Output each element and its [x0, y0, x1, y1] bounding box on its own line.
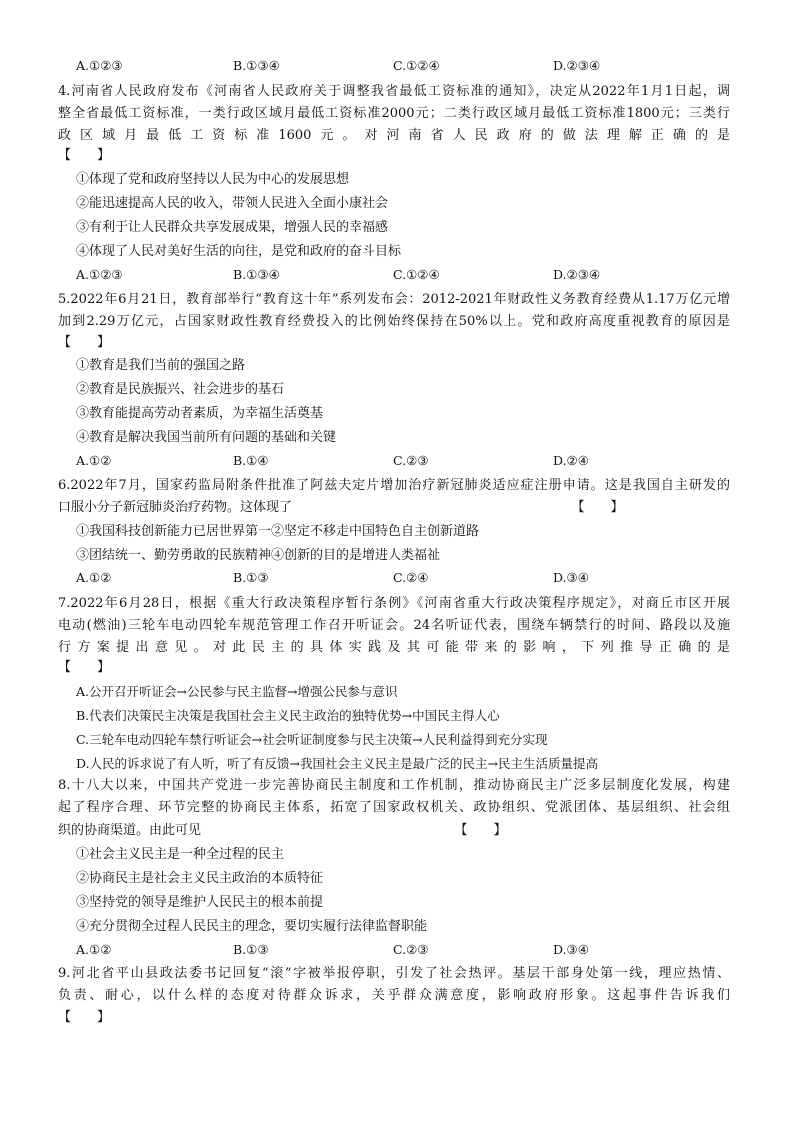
q5-option-d: D.②④: [553, 453, 589, 468]
q8-stem-line-1: 8.十八大以来，中国共产党进一步完善协商民主制度和工作机制，推动协商民主广泛多层制度化发展，构建: [58, 778, 730, 793]
q9-stem-line-2: 负责、耐心，以什么样的态度对待群众诉求，关乎群众满意度，影响政府形象。这起事件告诉我们: [58, 988, 730, 1003]
q6-option-c: C.②④: [393, 570, 429, 585]
q8-option-d: D.③④: [553, 942, 589, 957]
q7-stem-line-2: 电动(燃油)三轮车电动四轮车规范管理工作召开听证会。24名听证代表，围绕车辆禁行的时间、路段以及施: [58, 618, 730, 633]
q7-option-a: A.公开召开听证会→公民参与民主监督→增强公民参与意识: [76, 684, 398, 699]
q5-item-1: ①教育是我们当前的强国之路: [76, 358, 246, 373]
q6-stem-line-1: 6.2022年7月，国家药监局附条件批准了阿兹夫定片增加治疗新冠肺炎适应症注册申请。这是我国自主研发的: [58, 478, 730, 493]
q3-option-b: B.①③④: [233, 58, 280, 73]
q6-item-1: ①我国科技创新能力已居世界第一②坚定不移走中国特色自主创新道路: [76, 524, 480, 539]
q4-option-b: B.①③④: [233, 267, 280, 282]
q6-option-a: A.①②: [76, 570, 112, 585]
q4-option-d: D.②③④: [553, 267, 601, 282]
q8-option-a: A.①②: [76, 942, 112, 957]
q7-answer-bracket: 【 】: [58, 660, 111, 675]
q5-stem-line-1: 5.2022年6月21日，教育部举行“教育这十年”系列发布会：2012-2021年财政性义务教育经费从1.17万亿元增: [58, 292, 730, 307]
q4-item-3: ③有利于让人民群众共享发展成果，增强人民的幸福感: [76, 220, 389, 235]
q8-item-2: ②协商民主是社会主义民主政治的本质特征: [76, 871, 324, 886]
q6-options: [0, 568, 793, 588]
q5-stem-line-2: 加到2.29万亿元，占国家财政性教育经费投入的比例始终保持在50%以上。党和政府高度重视教育的原因是: [58, 314, 730, 329]
q3-option-c: C.①②④: [393, 58, 440, 73]
q8-option-c: C.②③: [393, 942, 429, 957]
q6-option-b: B.①③: [233, 570, 269, 585]
q7-option-b: B.代表们决策民主决策是我国社会主义民主政治的独特优势→中国民主得人心: [76, 708, 500, 723]
q4-answer-bracket: 【 】: [58, 148, 111, 163]
q8-item-1: ①社会主义民主是一种全过程的民主: [76, 847, 285, 862]
q6-item-2: ③团结统一、勤劳勇敢的民族精神④创新的目的是增进人类福祉: [76, 548, 441, 563]
q8-item-3: ③坚持党的领导是维护人民民主的根本前提: [76, 895, 324, 910]
q4-stem-line-2: 整全省最低工资标准，一类行政区域月最低工资标准2000元；二类行政区域月最低工资标准1800元；三类行: [58, 106, 730, 121]
q8-options: [0, 940, 793, 960]
q5-option-b: B.①④: [233, 453, 269, 468]
q4-item-1: ①体现了党和政府坚持以人民为中心的发展思想: [76, 172, 350, 187]
q3-option-a: A.①②③: [76, 58, 123, 73]
q5-item-2: ②教育是民族振兴、社会进步的基石: [76, 382, 285, 397]
q7-stem-line-1: 7.2022年6月28日，根据《重大行政决策程序暂行条例》《河南省重大行政决策程序规定》，对商丘市区开展: [58, 596, 730, 611]
q4-item-2: ②能迅速提高人民的收入，带领人民进入全面小康社会: [76, 196, 389, 211]
q5-item-4: ④教育是解决我国当前所有问题的基础和关键: [76, 430, 337, 445]
q3-options: [0, 56, 793, 76]
q5-options: [0, 451, 793, 471]
q4-option-a: A.①②③: [76, 267, 123, 282]
q4-stem-line-3: 政区域月最低工资标准1600元。对河南省人民政府的做法理解正确的是: [58, 128, 730, 143]
q8-stem-line-2: 起了程序合理、环节完整的协商民主体系，拓宽了国家政权机关、政协组织、党派团体、基层组织、社会组: [58, 800, 730, 815]
q3-option-d: D.②③④: [553, 58, 601, 73]
q5-answer-bracket: 【 】: [58, 335, 111, 350]
q8-item-4: ④充分贯彻全过程人民民主的理念，要切实履行法律监督职能: [76, 919, 428, 934]
q8-stem-line-3: 织的协商渠道。由此可见 【 】: [58, 823, 507, 838]
q7-stem-line-3: 行方案提出意见。对此民主的具体实践及其可能带来的影响，下列推导正确的是: [58, 640, 730, 655]
q7-option-d: D.人民的诉求说了有人听，听了有反馈→我国社会主义民主是最广泛的民主→民主生活质量提高: [76, 756, 598, 771]
q9-stem-line-1: 9.河北省平山县政法委书记回复“滚”字被举报停职，引发了社会热评。基层干部身处第一线，理应热情、: [58, 966, 730, 981]
q5-option-c: C.②③: [393, 453, 429, 468]
q5-item-3: ③教育能提高劳动者素质，为幸福生活奠基: [76, 406, 324, 421]
q4-options: [0, 265, 793, 285]
q4-item-4: ④体现了人民对美好生活的向往，是党和政府的奋斗目标: [76, 244, 402, 259]
q4-stem-line-1: 4.河南省人民政府发布《河南省人民政府关于调整我省最低工资标准的通知》，决定从2022年1月1日起，调: [58, 84, 730, 99]
q8-option-b: B.①③: [233, 942, 269, 957]
q6-option-d: D.③④: [553, 570, 589, 585]
q6-stem-line-2: 口服小分子新冠肺炎治疗药物。这体现了 【 】: [58, 500, 624, 515]
q7-option-c: C.三轮车电动四轮车禁行听证会→社会听证制度参与民主决策→人民利益得到充分实现: [76, 732, 548, 747]
q9-answer-bracket: 【 】: [58, 1010, 111, 1025]
q4-option-c: C.①②④: [393, 267, 440, 282]
q5-option-a: A.①②: [76, 453, 112, 468]
